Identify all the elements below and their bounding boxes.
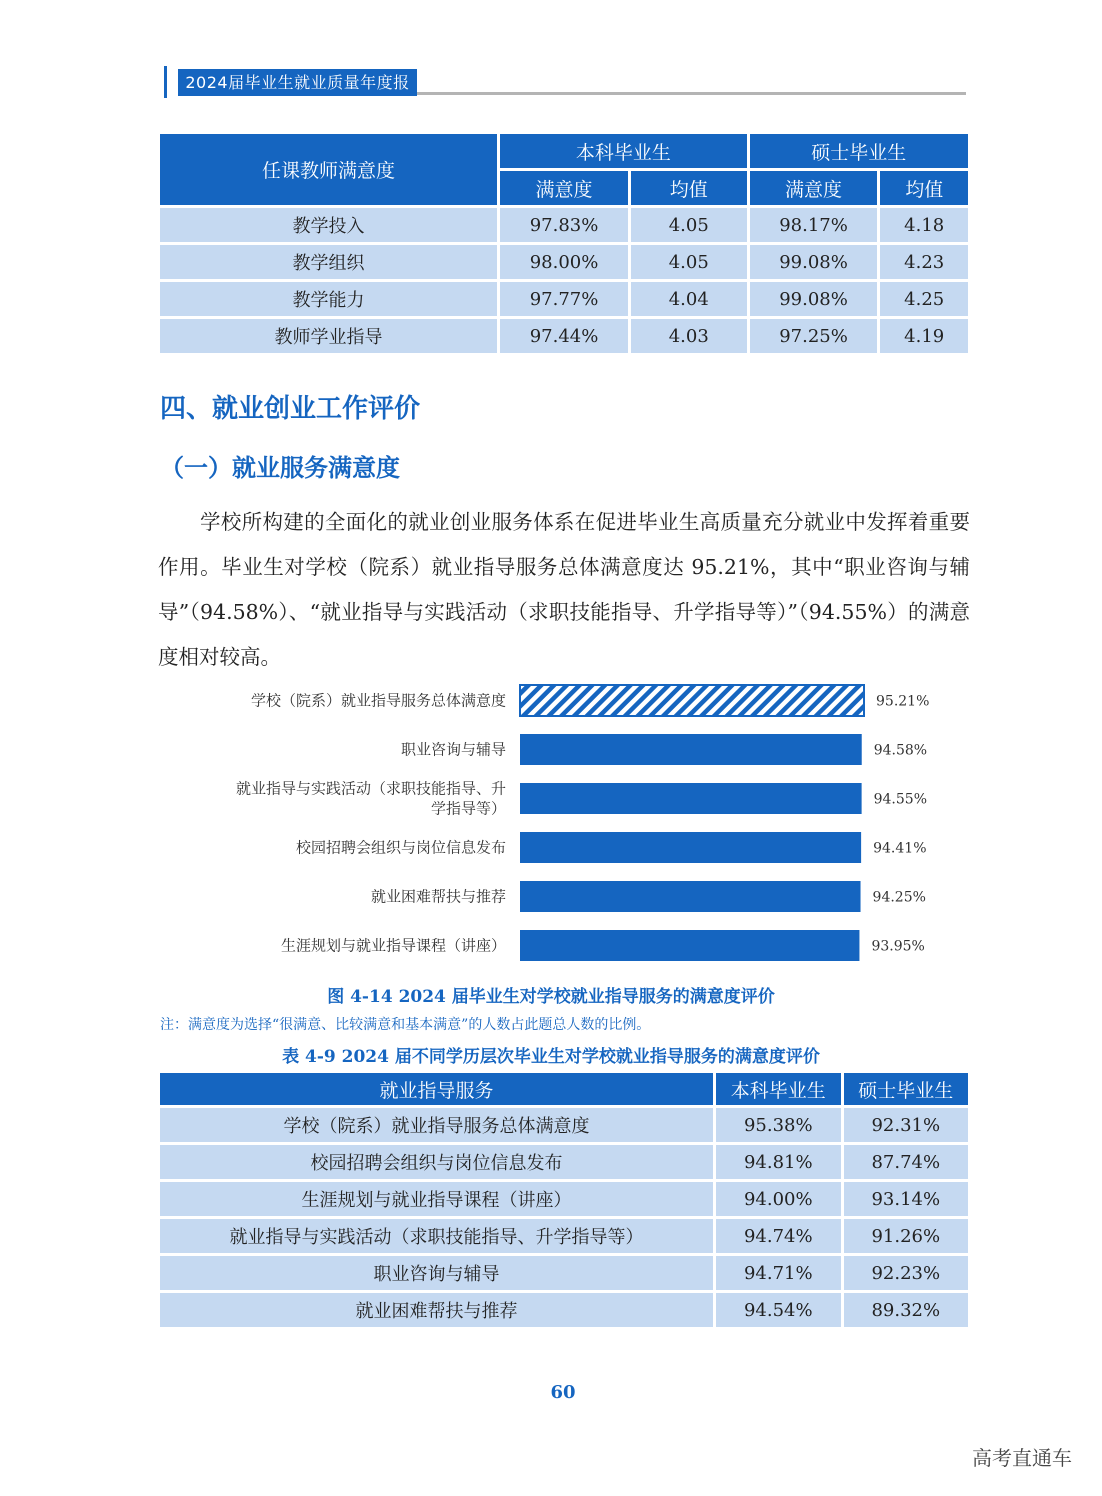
table-row: [160, 1108, 968, 1142]
watermark: 高考直通车: [972, 1446, 1072, 1470]
category-label: 就业困难帮扶与推荐: [370, 887, 506, 906]
category-label: 生涯规划与就业指导课程（讲座）: [280, 936, 506, 955]
table-corner-header: 任课教师满意度: [160, 134, 497, 205]
table-row: [160, 1256, 968, 1290]
bar: [520, 734, 862, 765]
table-cell: 92.31%: [844, 1108, 968, 1142]
table-row: [160, 1182, 968, 1216]
table-cell: 97.25%: [750, 319, 878, 353]
row-label: 就业指导与实践活动（求职技能指导、升学指导等）: [160, 1219, 713, 1253]
table-row: [160, 208, 968, 242]
table-cell: 94.54%: [716, 1293, 840, 1327]
table-cell: 98.17%: [750, 208, 878, 242]
table-cell: 98.00%: [500, 245, 628, 279]
data-label: 94.25%: [872, 889, 926, 906]
row-label: 教师学业指导: [160, 319, 497, 353]
row-label: 生涯规划与就业指导课程（讲座）: [160, 1182, 713, 1216]
table-caption: 表 4-9 2024 届不同学历层次毕业生对学校就业指导服务的满意度评价: [282, 1047, 820, 1067]
table-cell: 91.26%: [844, 1219, 968, 1253]
section-title: 四、就业创业工作评价: [160, 394, 421, 424]
table-row: [160, 319, 968, 353]
row-label: 教学投入: [160, 208, 497, 242]
table-cell: 94.71%: [716, 1256, 840, 1290]
table-cell: 94.81%: [716, 1145, 840, 1179]
table-cell: 4.18: [880, 208, 968, 242]
bar: [520, 881, 861, 912]
table-row: [160, 1219, 968, 1253]
group-header-master: 硕士毕业生: [750, 134, 968, 168]
row-label: 职业咨询与辅导: [160, 1256, 713, 1290]
table-cell: 94.00%: [716, 1182, 840, 1216]
row-label: 就业困难帮扶与推荐: [160, 1293, 713, 1327]
table-row: [160, 245, 968, 279]
table-cell: 92.23%: [844, 1256, 968, 1290]
table-cell: 93.14%: [844, 1182, 968, 1216]
data-label: 94.55%: [873, 791, 928, 808]
col-header-undergrad: 本科毕业生: [716, 1073, 840, 1105]
category-label: 就业指导与实践活动（求职技能指导、升: [235, 779, 506, 798]
sub-header: 均值: [880, 171, 968, 205]
row-label: 校园招聘会组织与岗位信息发布: [160, 1145, 713, 1179]
category-label: 校园招聘会组织与岗位信息发布: [295, 838, 506, 857]
row-label: 学校（院系）就业指导服务总体满意度: [160, 1108, 713, 1142]
data-label: 94.41%: [873, 840, 927, 857]
table-cell: 4.03: [631, 319, 747, 353]
table-cell: 89.32%: [844, 1293, 968, 1327]
table-cell: 4.05: [631, 208, 747, 242]
teacher-satisfaction-table: [157, 131, 971, 356]
data-label: 94.58%: [873, 742, 928, 759]
header-accent-line: [164, 66, 167, 98]
page-number: 60: [550, 1382, 576, 1403]
row-label: 教学组织: [160, 245, 497, 279]
table-cell: 4.25: [880, 282, 968, 316]
bar: [520, 685, 864, 716]
col-header-service: 就业指导服务: [160, 1073, 713, 1105]
body-paragraph: 学校所构建的全面化的就业创业服务体系在促进毕业生高质量充分就业中发挥着重要作用。毕业生对学校（院系）就业指导服务总体满意度达 95.21%，其中“职业咨询与辅导”（94.58%）、“就业指导与实践活动（求职技能指导、升学指导等）”（94.55%）的满意度相对较高。: [158, 510, 970, 669]
sub-header: 满意度: [750, 171, 878, 205]
table-cell: 95.38%: [716, 1108, 840, 1142]
table-row: [160, 282, 968, 316]
table-cell: 97.83%: [500, 208, 628, 242]
table-cell: 4.05: [631, 245, 747, 279]
data-label: 93.95%: [871, 938, 925, 955]
col-header-master: 硕士毕业生: [844, 1073, 968, 1105]
table-cell: 4.04: [631, 282, 747, 316]
table-cell: 99.08%: [750, 245, 878, 279]
figure-caption: 图 4-14 2024 届毕业生对学校就业指导服务的满意度评价: [327, 987, 775, 1007]
bar: [520, 783, 862, 814]
subsection-title: （一）就业服务满意度: [160, 454, 400, 482]
satisfaction-bar-chart: [0, 676, 1102, 976]
table-cell: 97.44%: [500, 319, 628, 353]
service-satisfaction-table: [157, 1070, 971, 1330]
category-label: 学校（院系）就业指导服务总体满意度: [250, 691, 506, 710]
table-cell: 4.23: [880, 245, 968, 279]
bar: [520, 930, 859, 961]
header-title: 2024届毕业生就业质量年度报告: [178, 69, 417, 96]
table-cell: 94.74%: [716, 1219, 840, 1253]
category-label: 学指导等）: [430, 799, 506, 818]
category-label: 职业咨询与辅导: [400, 740, 506, 759]
table-cell: 4.19: [880, 319, 968, 353]
table-cell: 87.74%: [844, 1145, 968, 1179]
table-row: [160, 1293, 968, 1327]
header-rule: [417, 92, 966, 95]
row-label: 教学能力: [160, 282, 497, 316]
sub-header: 均值: [631, 171, 747, 205]
bar: [520, 832, 861, 863]
figure-note: 注：满意度为选择“很满意、比较满意和基本满意”的人数占此题总人数的比例。: [160, 1017, 651, 1033]
data-label: 95.21%: [876, 693, 930, 710]
table-cell: 99.08%: [750, 282, 878, 316]
table-row: [160, 1145, 968, 1179]
group-header-undergrad: 本科毕业生: [500, 134, 747, 168]
table-cell: 97.77%: [500, 282, 628, 316]
sub-header: 满意度: [500, 171, 628, 205]
